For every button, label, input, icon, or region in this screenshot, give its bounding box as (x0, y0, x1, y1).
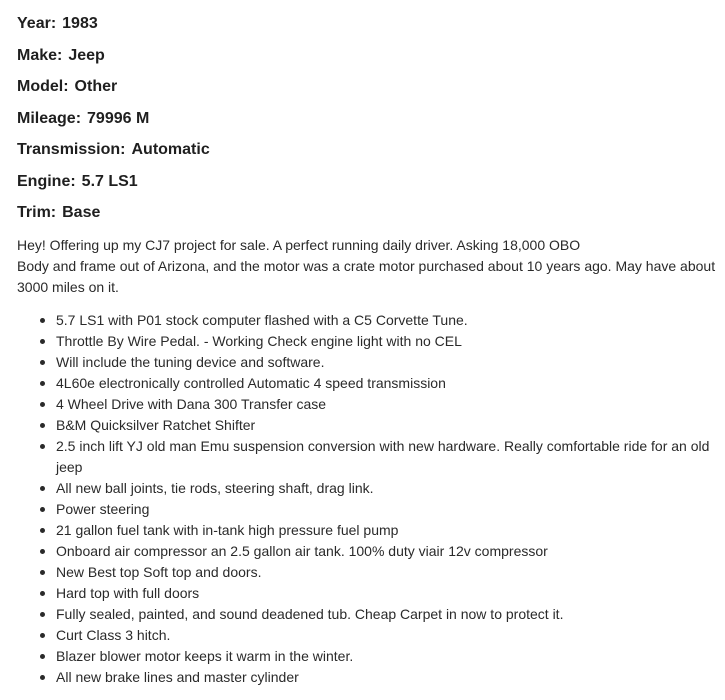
bullet-icon (40, 402, 45, 407)
list-item (39, 415, 716, 436)
list-item-text: 21 gallon fuel tank with in-tank high pressure fuel pump (56, 521, 399, 538)
list-item (39, 520, 716, 541)
spec-trim (17, 203, 725, 223)
feature-list (17, 310, 725, 688)
vehicle-specs (17, 14, 725, 223)
spec-label: Year: (17, 15, 57, 32)
list-item-text: Power steering (56, 500, 150, 517)
bullet-icon (40, 381, 45, 386)
description-line: Hey! Offering up my CJ7 project for sale. A perfect running daily driver. Asking 18,000 OBO (17, 236, 581, 253)
list-item (39, 541, 716, 562)
list-item (39, 436, 716, 478)
list-item (39, 373, 716, 394)
list-item-text: Curt Class 3 hitch. (56, 626, 171, 643)
bullet-icon (40, 612, 45, 617)
list-item-text: Hard top with full doors (56, 584, 200, 601)
bullet-icon (40, 633, 45, 638)
list-item (39, 499, 716, 520)
spec-value: 79996 M (87, 109, 150, 127)
list-item-text: 2.5 inch lift YJ old man Emu suspension conversion with new hardware. Really comfortable ride for an old jeep (56, 437, 710, 475)
spec-transmission (17, 140, 725, 160)
list-item-text: Throttle By Wire Pedal. - Working Check engine light with no CEL (56, 332, 462, 349)
list-item (39, 331, 716, 352)
bullet-icon (40, 549, 45, 554)
bullet-icon (40, 339, 45, 344)
spec-year (17, 14, 725, 34)
spec-label: Make: (17, 46, 63, 64)
bullet-icon (40, 675, 45, 680)
spec-value: Base (62, 204, 101, 221)
list-item (39, 646, 716, 667)
bullet-icon (40, 654, 45, 659)
list-item-text: All new ball joints, tie rods, steering shaft, drag link. (56, 479, 374, 496)
list-item (39, 310, 716, 331)
spec-label: Engine: (17, 172, 76, 190)
bullet-icon (40, 486, 45, 491)
spec-value: 5.7 LS1 (81, 172, 138, 190)
list-item-text: All new brake lines and master cylinder (56, 668, 299, 685)
description-line: Body and frame out of Arizona, and the motor was a crate motor purchased about 10 years ago. May have about 3000 miles on it. (17, 257, 716, 295)
spec-value: 1983 (62, 15, 98, 32)
list-item (39, 478, 716, 499)
bullet-icon (40, 318, 45, 323)
list-item (39, 394, 716, 415)
spec-label: Trim: (17, 204, 57, 221)
bullet-icon (40, 591, 45, 596)
bullet-icon (40, 528, 45, 533)
list-item (39, 352, 716, 373)
bullet-icon (40, 423, 45, 428)
spec-value: Other (74, 78, 118, 95)
spec-value: Automatic (131, 141, 210, 158)
spec-mileage (17, 109, 725, 129)
list-item-text: 5.7 LS1 with P01 stock computer flashed with a C5 Corvette Tune. (56, 311, 468, 328)
list-item (39, 562, 716, 583)
spec-label: Mileage: (17, 109, 82, 127)
spec-value: Jeep (68, 46, 105, 64)
list-item (39, 667, 716, 688)
list-item-text: Fully sealed, painted, and sound deadened tub. Cheap Carpet in now to protect it. (56, 605, 564, 622)
bullet-icon (40, 507, 45, 512)
list-item-text: Onboard air compressor an 2.5 gallon air tank. 100% duty viair 12v compressor (56, 542, 548, 559)
list-item-text: Blazer blower motor keeps it warm in the winter. (56, 647, 354, 664)
list-item-text: 4 Wheel Drive with Dana 300 Transfer case (56, 395, 327, 412)
spec-label: Transmission: (17, 141, 126, 158)
list-item (39, 604, 716, 625)
list-item-text: Will include the tuning device and software. (56, 353, 325, 370)
listing-description (17, 235, 717, 298)
list-item-text: B&M Quicksilver Ratchet Shifter (56, 416, 256, 433)
bullet-icon (40, 444, 45, 449)
list-item-text: 4L60e electronically controlled Automatic 4 speed transmission (56, 374, 446, 391)
list-item-text: New Best top Soft top and doors. (56, 563, 262, 580)
spec-make (17, 46, 725, 66)
spec-engine (17, 172, 725, 192)
bullet-icon (40, 360, 45, 365)
spec-label: Model: (17, 78, 69, 95)
bullet-icon (40, 570, 45, 575)
list-item (39, 583, 716, 604)
spec-model (17, 77, 725, 97)
list-item (39, 625, 716, 646)
